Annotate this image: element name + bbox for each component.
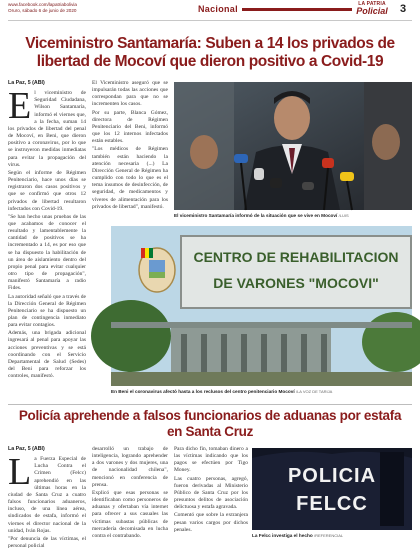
page-header [0,0,420,24]
article2-headline: Policía aprehende a falsos funcionarios de aduanas por estafa en Santa Cruz [18,408,402,439]
brand-bottom: Policial [356,6,388,16]
viceminister-photo-art [174,82,412,210]
header-divider [8,20,412,21]
article1-paragraph: Por su parte, Blanca Gómez, directora de Régimen Penitenciario del Beni, informó que los 12 internos infectados están estables. [92,109,168,145]
photo1-caption [174,213,412,219]
page-number: 3 [400,3,407,15]
article2-paragraph: a Fuerza Especial de Lucha Contra el Crimen (Felcc) aprehendió en las últimas horas en la ciudad de Santa Cruz a cuatro falsos funcionarios aduaneros, incluso, de una línea aérea, sindicados de estafa, informó el viernes el director nacional de la unidad, Iván Rojas. [8,456,86,534]
photo1-caption-text: El viceministro Santamaría informó de la situación que se vive en Mocoví [174,213,338,218]
vest-line1: POLICIA [287,465,377,487]
article1-byline: La Paz, 5 (ABI) [8,80,45,86]
facebook-link[interactable]: www.facebook.com/lapatriabolivia [8,2,77,7]
photo3-caption [252,533,412,539]
article-divider [8,404,412,405]
article1-paragraph: l viceministro de Seguridad Ciudadana, Wilson Santamaría, informó el viernes que, a la fecha, suman 14 los privados de libertad del penal de Mocoví, en Beni, que dieron positivo a coronavirus, por lo que se instruyeron medidas inmediatas para evitar la propagación del virus. [8,90,86,168]
photo1-credit: /LUIS [338,213,349,218]
article1-paragraph: "Los médicos de Régimen también están haciendo la atención necesaria (...) La Dirección General de Régimen ha cumplido con todo lo que es el tema insumos de desinfección, de seguridad, de medicamentos y víveres de alimentación para los privados de libertad", manifestó. [92,146,168,210]
article2-col2 [92,446,168,540]
photo2-caption-text: En Beni el coronavirus afectó hasta a los reclusos del centro penitenciario Mocoví [111,389,295,394]
article1-drop-cap: E [8,85,32,128]
article1-paragraph: "Se han hecho unas pruebas de las que acabamos de conocer el resultado y lamentablemente la cantidad de positivos se ha incrementado a 14, es por eso que se ha dispuesto la habilitación de un área de aislamiento dentro del propio penal para evitar cualquier otro tipo de propagación", manifestó Santamaría a radio Fides. [8,213,86,292]
article1-col2 [92,80,168,220]
prison-sign-photo-art [111,226,412,386]
article2-byline: La Paz, 5 (ABI) [8,446,45,452]
article1-paragraph: El Viceministro aseguró que se impulsarán todas las acciones que correspondan para que no se incrementen los casos. [92,80,168,108]
article2-col3 [174,446,248,540]
article2-paragraph: "Por denuncia de las víctimas, el personal policial [8,535,86,550]
vest-line2: FELCC [296,493,368,515]
felcc-vest-photo-art [252,448,412,530]
sign-line1: CENTRO DE REHABILITACION [193,249,399,265]
date-line: Oruro, sábado 6 de junio de 2020 [8,8,77,13]
photo2-credit: /LA VOZ DE TARIJA [295,389,333,394]
photo3-credit: /REFERENCIAL [314,533,344,538]
article1-col1 [8,80,86,398]
article1-headline: Viceministro Santamaría: Suben a 14 los privados de libertad de Mocoví que dieron positivo a Covid-19 [25,35,395,70]
article2-drop-cap: L [8,451,32,494]
article2-col1 [8,446,86,550]
brand-logo [352,1,392,16]
article2-paragraph: Las cuatro personas, agregó, fueron derivadas al Ministerio Público de Santa Cruz por los presuntos delitos de asociación delictuosa y estafa agravada. [174,475,248,511]
section-rule [242,8,352,11]
article2-paragraph: Explicó que esas personas se identificaban como personeros de aduanas y ofertaban vía internet para ofrecer a sus casuales las víctimas subastas públicas de mercadería decomisada en lucha contra el contrabando. [92,489,168,539]
bolivia-crest-icon [139,248,175,292]
article1-paragraph: La autoridad señaló que a través de la Dirección General de Régimen Penitenciario se ha dispuesto un plan de contingencia inmediato para evitar contagios. [8,293,86,329]
article1-paragraph: Según el informe de Régimen Penitenciario, hace unos días se registraron dos casos positivos y que se confirmó que otros 12 privados de libertad resultaron infectados con Covid-19. [8,169,86,212]
photo3-caption-text: La Felcc investiga el hecho [252,533,313,538]
article2-paragraph: desarrolló un trabajo de inteligencia, logrando aprehender a dos varones y dos mujeres, una de nacionalidad chilena", mencionó en conferencia de prensa. [92,446,168,488]
article2-paragraph: Para dicho fin, tomaban dinero a las víctimas indicando que los pagos se efectúen por Tigo Money. [174,446,248,474]
article2-paragraph: Comentó que sobre la extranjera pesan varios cargos por dichos penales. [174,512,248,533]
brand-top: LA PATRIA [358,1,386,7]
felcc-vest-photo [252,448,412,530]
section-title: Nacional [198,4,238,14]
sign-line2: DE VARONES "MOCOVI" [213,275,379,291]
viceminister-photo [174,82,412,210]
prison-sign-photo [111,226,412,386]
header-contact [8,2,77,14]
article1-paragraph: Además, una brigada adicional ingresará al penal para apoyar las acciones preventivas y se está coordinando con el Servicio Departamental de Salud (Sedes) del Beni para reforzar los controles, manifestó. [8,330,86,380]
photo2-caption [111,389,412,395]
